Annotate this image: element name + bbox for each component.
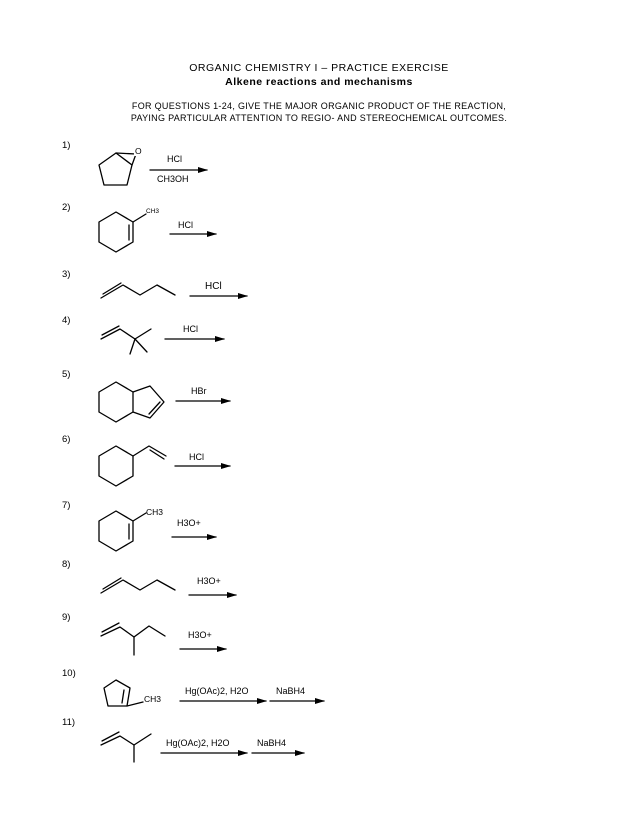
reagent-q4: HCl [183,324,198,334]
page-title: ORGANIC CHEMISTRY I – PRACTICE EXERCISE [189,62,449,74]
reagent-q3: HCl [205,281,222,292]
instructions-line-2: PAYING PARTICULAR ATTENTION TO REGIO- AND STEREOCHEMICAL OUTCOMES. [130,113,508,123]
question-number-6: 6) [62,434,71,445]
reagent-q8: H3O+ [197,576,221,586]
reagent-q10-step2: NaBH4 [276,686,306,696]
instructions-line-1: FOR QUESTIONS 1-24, GIVE THE MAJOR ORGANIC PRODUCT OF THE REACTION, [131,101,507,111]
structure-q6 [99,446,166,486]
question-number-10: 10) [62,668,76,679]
reagent-q1-top: HCl [167,154,182,164]
reagent-q2: HCl [178,220,193,230]
structure-q10 [104,680,143,706]
question-number-5: 5) [62,369,71,380]
reagent-q9: H3O+ [188,630,212,640]
reagent-q1-bottom: CH3OH [157,174,189,184]
reagent-q6: HCl [189,452,204,462]
structure-q9 [101,623,165,655]
reagent-q11-step1: Hg(OAc)2, H2O [166,738,230,748]
reagent-q10-step1: Hg(OAc)2, H2O [185,686,249,696]
reagent-q5: HBr [191,386,207,396]
structure-q4 [101,326,151,354]
question-number-11: 11) [62,717,76,728]
question-number-3: 3) [62,269,71,280]
methyl-label-q7: CH3 [146,507,164,517]
methyl-label-q2: CH3 [146,208,160,215]
structure-q5 [99,382,164,422]
page-subtitle: Alkene reactions and mechanisms [225,76,413,88]
methyl-label-q10: CH3 [144,694,162,704]
question-number-9: 9) [62,612,71,623]
reagent-q11-step2: NaBH4 [257,738,287,748]
structure-q3 [101,283,175,298]
question-number-1: 1) [62,140,71,151]
structure-q7 [99,511,146,551]
reagent-q7: H3O+ [177,518,201,528]
question-number-2: 2) [62,202,71,213]
structure-q8 [101,578,175,593]
question-number-7: 7) [62,500,71,511]
question-number-8: 8) [62,559,71,570]
structure-q2 [99,212,146,252]
structure-q11 [101,732,151,762]
question-number-4: 4) [62,315,71,326]
oxygen-label-q1: O [135,146,142,156]
structure-q1 [99,153,136,185]
